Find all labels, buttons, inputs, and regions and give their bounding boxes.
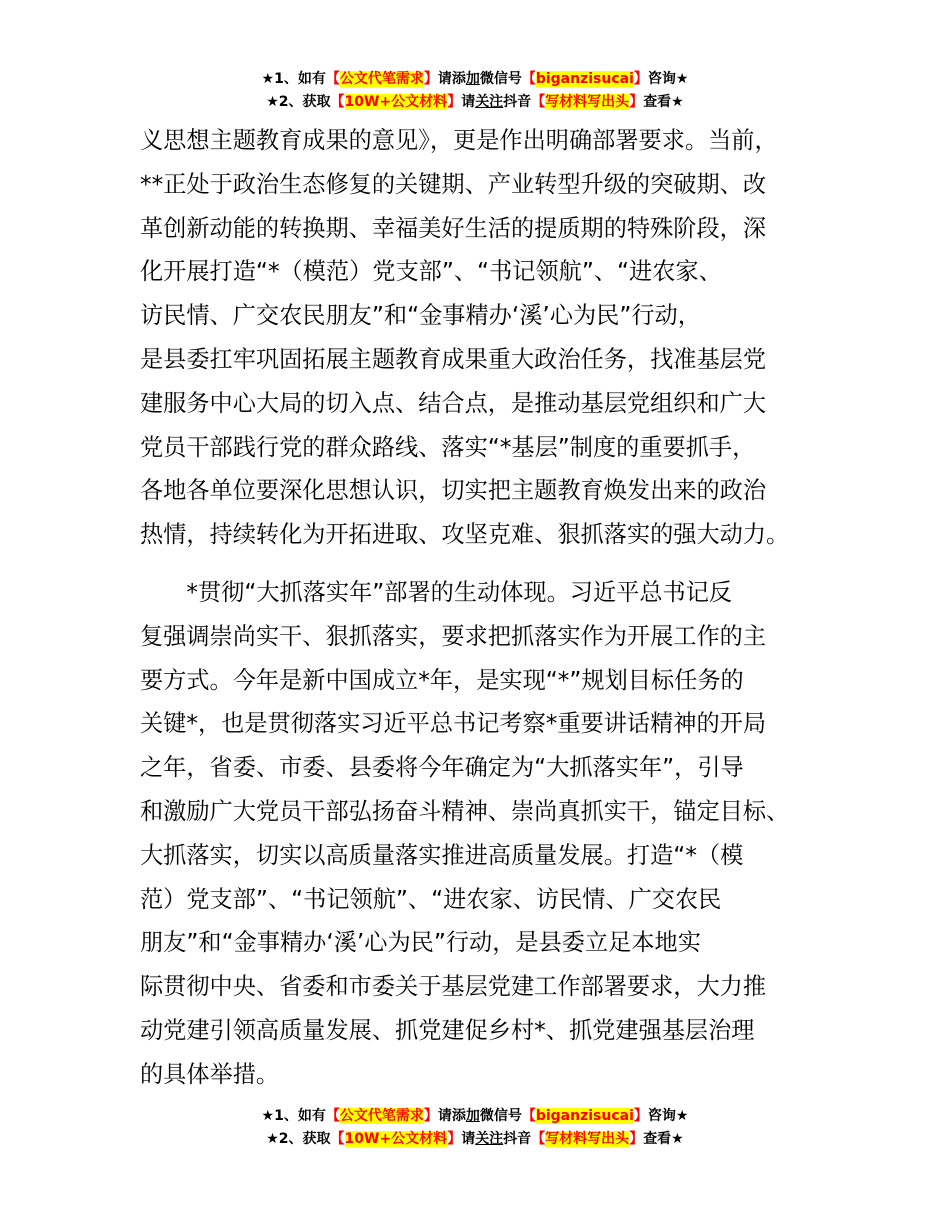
text-line: 是县委扛牢巩固拓展主题教育成果重大政治任务，找准基层党 (140, 345, 767, 373)
text-line: *贯彻“大抓落实年”部署的生动体现。习近平总书记反 (140, 578, 733, 606)
banner-text: 请 (461, 94, 476, 110)
banner-line-2 (0, 92, 950, 115)
banner-text: ★1、如有 (261, 71, 326, 87)
bracket-right: 】 (629, 94, 644, 110)
banner-text: 请添 (437, 1108, 466, 1124)
banner-underlined-text: 加 (465, 1108, 480, 1124)
bracket-left: 【 (330, 94, 345, 110)
banner-text: 微信号 (479, 71, 522, 87)
text-line: 义思想主题教育成果的意见》，更是作出明确部署要求。当前， (140, 127, 778, 154)
bracket-right: 】 (633, 1108, 648, 1124)
paragraph-2 (140, 571, 840, 1097)
banner-text: ★1、如有 (261, 1108, 326, 1124)
document-body (140, 119, 840, 1097)
bracket-right: 】 (633, 71, 648, 87)
banner-text: 请添 (437, 71, 466, 87)
banner-line-1 (0, 1106, 950, 1129)
paragraph-spacer (140, 557, 840, 571)
text-line: 大抓落实，切实以高质量落实推进高质量发展。打造“*（模 (140, 841, 744, 869)
text-line: 和激励广大党员干部弘扬奋斗精神、崇尚真抓实干，锚定目标、 (140, 797, 790, 825)
banner-text: 咨询★ (647, 71, 689, 87)
banner-underlined-text: 加 (465, 71, 480, 87)
text-line: 关键*，也是贯彻落实习近平总书记考察*重要讲话精神的开局 (140, 710, 767, 738)
header-banner (0, 69, 950, 115)
text-line: 热情，持续转化为开拓进取、攻坚克难、狠抓落实的强大动力。 (140, 521, 790, 549)
banner-text: ★2、获取 (266, 1131, 331, 1147)
bracket-right: 】 (447, 94, 462, 110)
highlight-materials: 10W+公文材料 (344, 94, 448, 110)
text-line: 动党建引领高质量发展、抓党建促乡村*、抓党建强基层治理 (140, 1016, 755, 1044)
text-line: 复强调崇尚实干、狠抓落实，要求把抓落实作为开展工作的主 (140, 622, 767, 650)
highlight-douyin-account: 写材料写出头 (545, 94, 630, 110)
banner-text: 请 (461, 1131, 476, 1147)
bracket-left: 【 (531, 94, 546, 110)
bracket-right: 】 (423, 1108, 438, 1124)
highlight-douyin-account: 写材料写出头 (545, 1131, 630, 1147)
banner-line-2 (0, 1129, 950, 1152)
text-line: 朋友”和“金事精办‘溪’心为民”行动，是县委立足本地实 (140, 929, 701, 957)
text-line: 访民情、广交农民朋友”和“金事精办‘溪’心为民”行动， (140, 302, 701, 330)
bracket-left: 【 (325, 1108, 340, 1124)
banner-text: 抖音 (503, 1131, 532, 1147)
highlight-materials: 10W+公文材料 (344, 1131, 448, 1147)
bracket-left: 【 (330, 1131, 345, 1147)
bracket-right: 】 (447, 1131, 462, 1147)
highlight-service: 公文代笔需求 (339, 1108, 424, 1124)
text-line: 化开展打造“*（模范）党支部”、“书记领航”、“进农家、 (140, 258, 722, 286)
banner-text: 查看★ (643, 1131, 684, 1147)
bracket-left: 【 (531, 1131, 546, 1147)
footer-banner (0, 1106, 950, 1152)
text-line: 建服务中心大局的切入点、结合点，是推动基层党组织和广大 (140, 389, 767, 417)
highlight-service: 公文代笔需求 (339, 71, 424, 87)
text-line: 党员干部践行党的群众路线、落实“*基层”制度的重要抓手， (140, 433, 756, 461)
bracket-right: 】 (629, 1131, 644, 1147)
text-line: 革创新动能的转换期、幸福美好生活的提质期的特殊阶段，深 (140, 214, 767, 242)
banner-text: 查看★ (643, 94, 684, 110)
banner-text: 抖音 (503, 94, 532, 110)
banner-underlined-text: 关注 (475, 1131, 504, 1147)
text-line: 范）党支部”、“书记领航”、“进农家、访民情、广交农民 (140, 885, 722, 913)
bracket-right: 】 (423, 71, 438, 87)
text-line: 要方式。今年是新中国成立*年，是实现“*”规划目标任务的 (140, 666, 744, 694)
text-line: **正处于政治生态修复的关键期、产业转型升级的突破期、改 (140, 170, 767, 198)
highlight-wechat-id: biganzisucai (535, 1108, 634, 1124)
text-line: 各地各单位要深化思想认识，切实把主题教育焕发出来的政治 (140, 477, 767, 505)
text-line: 之年，省委、市委、县委将今年确定为“大抓落实年”，引导 (140, 754, 744, 782)
banner-underlined-text: 关注 (475, 94, 504, 110)
bracket-left: 【 (521, 1108, 536, 1124)
bracket-left: 【 (325, 71, 340, 87)
text-line: 际贯彻中央、省委和市委关于基层党建工作部署要求，大力推 (140, 973, 767, 1001)
text-line: 的具体举措。 (140, 1060, 280, 1088)
banner-text: 微信号 (479, 1108, 522, 1124)
banner-text: 咨询★ (647, 1108, 689, 1124)
paragraph-1 (140, 119, 840, 557)
banner-text: ★2、获取 (266, 94, 331, 110)
bracket-left: 【 (521, 71, 536, 87)
highlight-wechat-id: biganzisucai (535, 71, 634, 87)
banner-line-1 (0, 69, 950, 92)
